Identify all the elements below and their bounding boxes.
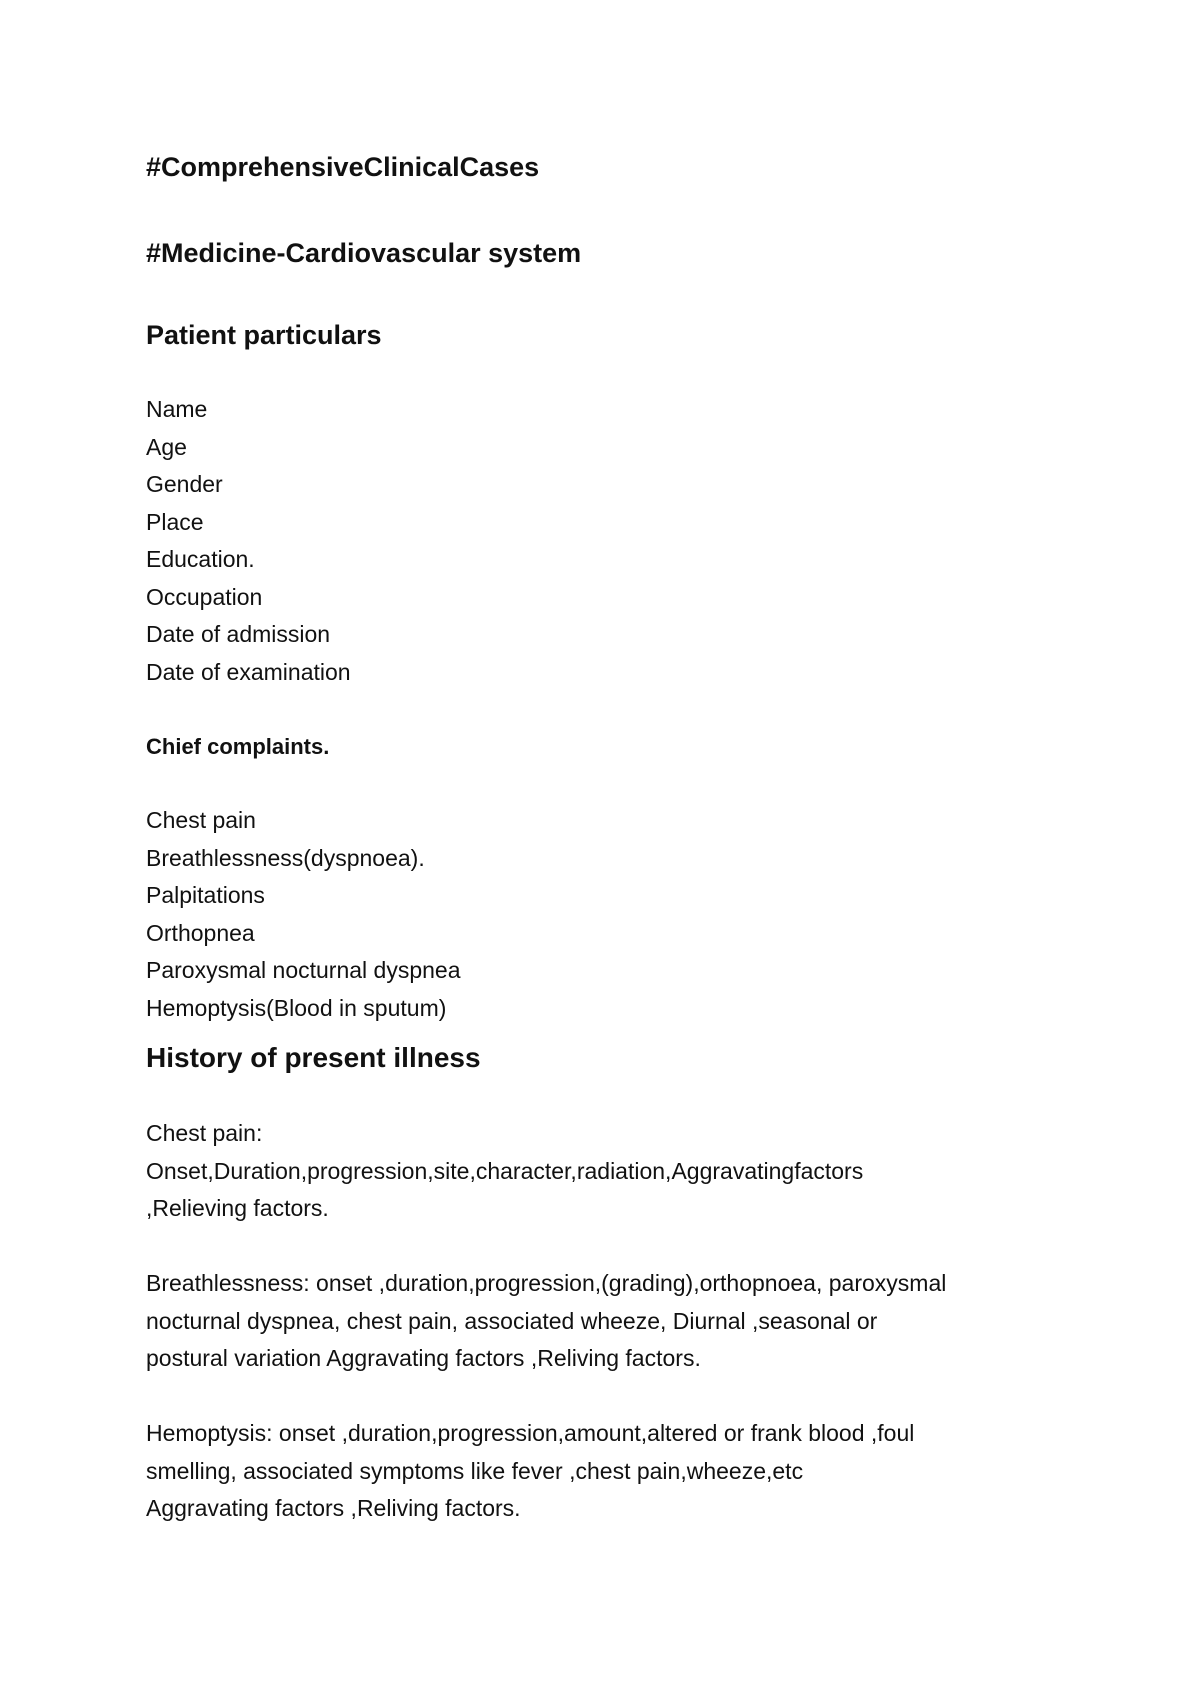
document-body bbox=[146, 150, 1086, 1565]
list-item: Orthopnea bbox=[146, 919, 255, 946]
list-item: Occupation bbox=[146, 583, 263, 610]
chest-pain-line-1: Chest pain: bbox=[146, 1120, 263, 1146]
chest-pain-line-3: ,Relieving factors. bbox=[146, 1195, 329, 1221]
list-item: Place bbox=[146, 508, 204, 535]
list-item: Date of admission bbox=[146, 621, 331, 647]
breathlessness-paragraph bbox=[146, 1265, 1086, 1378]
chief-complaints-list bbox=[146, 802, 1086, 1027]
list-item: Gender bbox=[146, 471, 223, 497]
patient-particulars-title: Patient particulars bbox=[146, 320, 382, 350]
list-item: Education. bbox=[146, 546, 255, 572]
history-present-illness-title: History of present illness bbox=[146, 1042, 481, 1073]
chief-complaints-title: Chief complaints. bbox=[146, 734, 330, 759]
list-item: Palpitations bbox=[146, 882, 265, 908]
list-item: Age bbox=[146, 433, 187, 460]
breathlessness-line-3: postural variation Aggravating factors ,Reliving factors. bbox=[146, 1345, 701, 1371]
hemoptysis-line-3: Aggravating factors ,Reliving factors. bbox=[146, 1495, 521, 1521]
chest-pain-paragraph bbox=[146, 1115, 1086, 1228]
list-item: Date of examination bbox=[146, 658, 351, 685]
list-item: Hemoptysis(Blood in sputum) bbox=[146, 994, 447, 1021]
patient-particulars-list bbox=[146, 391, 1086, 691]
hemoptysis-line-1: Hemoptysis: onset ,duration,progression,amount,altered or frank blood ,foul bbox=[146, 1420, 915, 1446]
breathlessness-line-2: nocturnal dyspnea, chest pain, associated wheeze, Diurnal ,seasonal or bbox=[146, 1307, 878, 1334]
list-item: Breathlessness(dyspnoea). bbox=[146, 844, 425, 871]
hemoptysis-paragraph bbox=[146, 1415, 1086, 1528]
hashtag-heading-cardiovascular: #Medicine-Cardiovascular system bbox=[146, 238, 582, 268]
list-item: Name bbox=[146, 396, 208, 422]
list-item: Paroxysmal nocturnal dyspnea bbox=[146, 957, 461, 983]
chest-pain-line-2: Onset,Duration,progression,site,character,radiation,Aggravatingfactors bbox=[146, 1157, 864, 1184]
list-item: Chest pain bbox=[146, 807, 256, 833]
hashtag-heading-clinical-cases: #ComprehensiveClinicalCases bbox=[146, 152, 540, 182]
breathlessness-line-1: Breathlessness: onset ,duration,progression,(grading),orthopnoea, paroxysmal bbox=[146, 1270, 947, 1296]
hemoptysis-line-2: smelling, associated symptoms like fever ,chest pain,wheeze,etc bbox=[146, 1457, 804, 1484]
